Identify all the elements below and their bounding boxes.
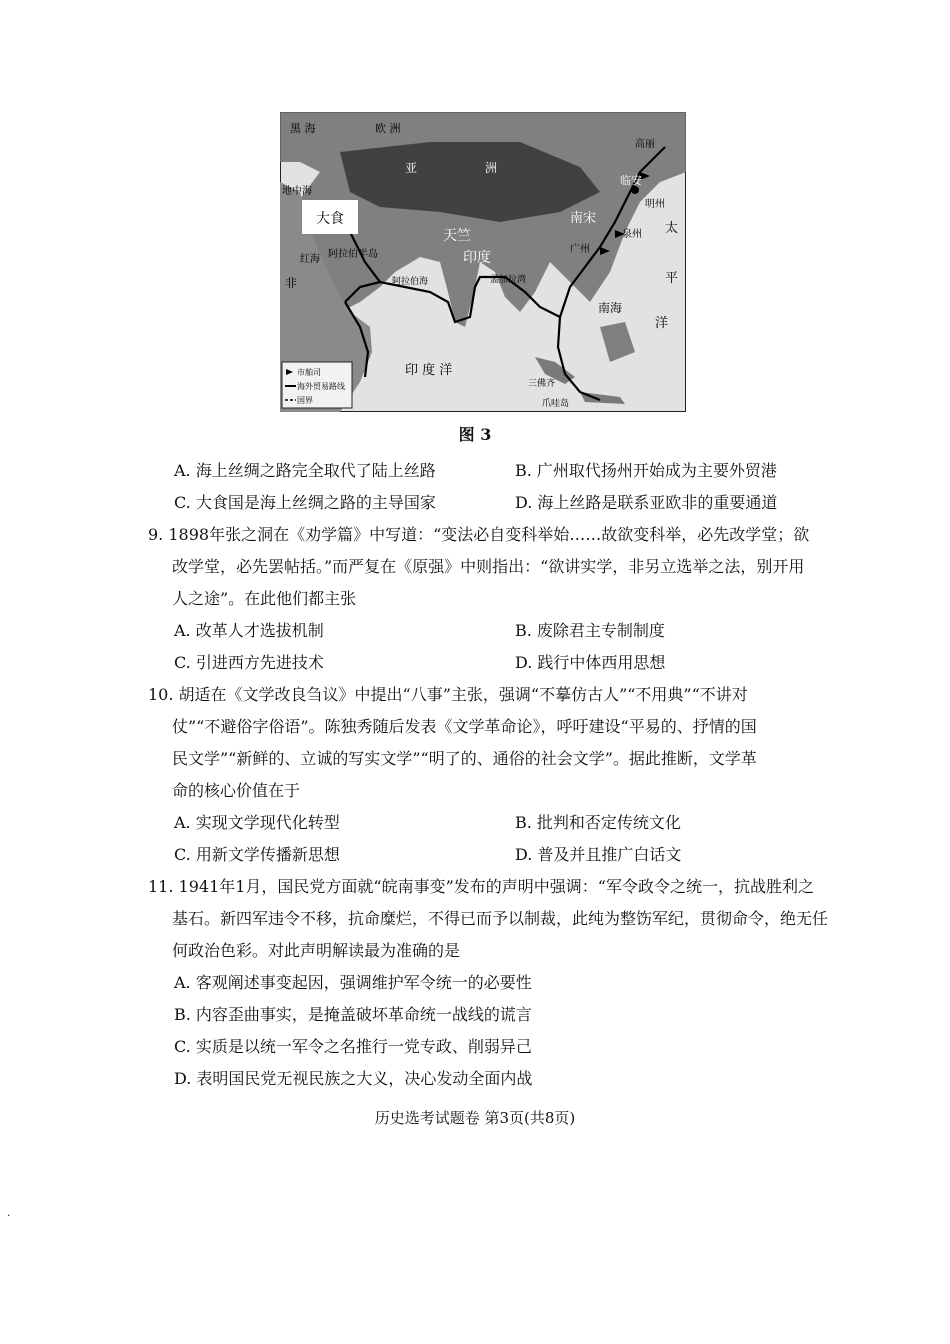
legend-route-label: 海外贸易路线 <box>297 382 345 391</box>
guangzhou-label: 广州 <box>570 244 590 255</box>
pacific2-label: 平 <box>665 271 679 286</box>
q11-stem-line3: 何政治色彩。对此声明解读最为准确的是 <box>172 941 461 960</box>
q9-stem-line3: 人之途”。在此他们都主张 <box>172 589 357 608</box>
asia-label: 亚 <box>405 161 418 175</box>
dashi-label: 大食 <box>316 211 344 227</box>
q11-option-a: A. 客观阐述事变起因，强调维护军令统一的必要性 <box>174 973 532 992</box>
q9-stem-line2: 改学堂，必先罢帖括。”而严复在《原强》中则指出：“欲讲实学，非另立选举之法，别开用 <box>172 557 805 576</box>
q10-option-a: A. 实现文学现代化转型 <box>174 813 340 832</box>
q9-stem-line1: 9. 1898年张之洞在《劝学篇》中写道：“变法必自变科举始……故欲变科举，必先改学堂；欲 <box>148 525 810 544</box>
quanzhou-label: 泉州 <box>622 229 642 240</box>
india-label: 印度 <box>463 250 491 266</box>
q11-stem-line1: 11. 1941年1月，国民党方面就“皖南事变”发布的声明中强调：“军令政令之统一，抗战胜利之 <box>148 877 814 896</box>
q8-option-c: C. 大食国是海上丝绸之路的主导国家 <box>174 493 436 512</box>
q9-option-b: B. 废除君主专制制度 <box>515 621 665 640</box>
legend-border-label: 国界 <box>297 396 313 405</box>
q9-option-d: D. 践行中体西用思想 <box>515 653 666 672</box>
q11-option-c: C. 实质是以统一军令之名推行一党专政、削弱异己 <box>174 1037 532 1056</box>
q10-option-c: C. 用新文学传播新思想 <box>174 845 340 864</box>
tianzhu-label: 天竺 <box>443 228 471 244</box>
black-sea-label: 黑 海 <box>290 122 316 135</box>
q9-option-c: C. 引进西方先进技术 <box>174 653 324 672</box>
map-figure <box>280 112 686 412</box>
linan-label: 临安 <box>620 174 642 187</box>
sanfoqi-label: 三佛齐 <box>528 379 556 389</box>
arabian-sea-label: 阿拉伯海 <box>392 277 429 287</box>
pacific1-label: 太 <box>665 221 679 236</box>
indian-ocean-label: 印 度 洋 <box>405 363 453 378</box>
q10-stem-line2: 仗”“不避俗字俗语”。陈独秀随后发表《文学革命论》，呼吁建设“平易的、抒情的国 <box>172 717 757 736</box>
linan-port-marker <box>631 186 639 194</box>
asia2-label: 洲 <box>485 161 498 175</box>
q8-option-d: D. 海上丝路是联系亚欧非的重要通道 <box>515 493 778 512</box>
south-sea-label: 南海 <box>598 301 623 315</box>
goryeo-label: 高丽 <box>635 139 655 150</box>
nansong-label: 南宋 <box>570 211 597 226</box>
europe-label: 欧 洲 <box>375 122 401 135</box>
java-label: 爪哇岛 <box>542 399 570 409</box>
arabia-label: 阿拉伯半岛 <box>328 249 378 260</box>
q11-stem-line2: 基石。新四军违令不移，抗命糜烂，不得已而予以制裁，此纯为整饬军纪，贯彻命令，绝无任 <box>172 909 829 928</box>
africa-label: 非 <box>285 276 298 290</box>
legend-port-label: 市舶司 <box>297 368 321 377</box>
q11-option-d: D. 表明国民党无视民族之大义，决心发动全面内战 <box>174 1069 533 1088</box>
figure-caption: 图 3 <box>458 425 492 444</box>
q10-stem-line4: 命的核心价值在于 <box>172 781 301 800</box>
stray-mark: . <box>7 1208 11 1219</box>
q10-option-b: B. 批判和否定传统文化 <box>515 813 681 832</box>
bengal-label: 孟加拉湾 <box>490 275 527 285</box>
red-sea-label: 红海 <box>300 254 320 265</box>
maritime-silk-road-map <box>280 112 686 412</box>
q9-option-a: A. 改革人才选拔机制 <box>174 621 324 640</box>
pacific3-label: 洋 <box>655 316 669 331</box>
page-footer: 历史选考试题卷 第3页(共8页) <box>374 1109 576 1127</box>
q8-option-b: B. 广州取代扬州开始成为主要外贸港 <box>515 461 777 480</box>
q8-option-a: A. 海上丝绸之路完全取代了陆上丝路 <box>174 461 436 480</box>
q10-option-d: D. 普及并且推广白话文 <box>515 845 682 864</box>
mediterranean-label: 地中海 <box>282 186 312 197</box>
q10-stem-line1: 10. 胡适在《文学改良刍议》中提出“八事”主张，强调“不摹仿古人”“不用典”“不讲对 <box>148 685 748 704</box>
q11-option-b: B. 内容歪曲事实，是掩盖破坏革命统一战线的谎言 <box>174 1005 532 1024</box>
mingzhou-label: 明州 <box>645 199 665 210</box>
q10-stem-line3: 民文学”“新鲜的、立诚的写实文学”“明了的、通俗的社会文学”。据此推断，文学革 <box>172 749 757 768</box>
